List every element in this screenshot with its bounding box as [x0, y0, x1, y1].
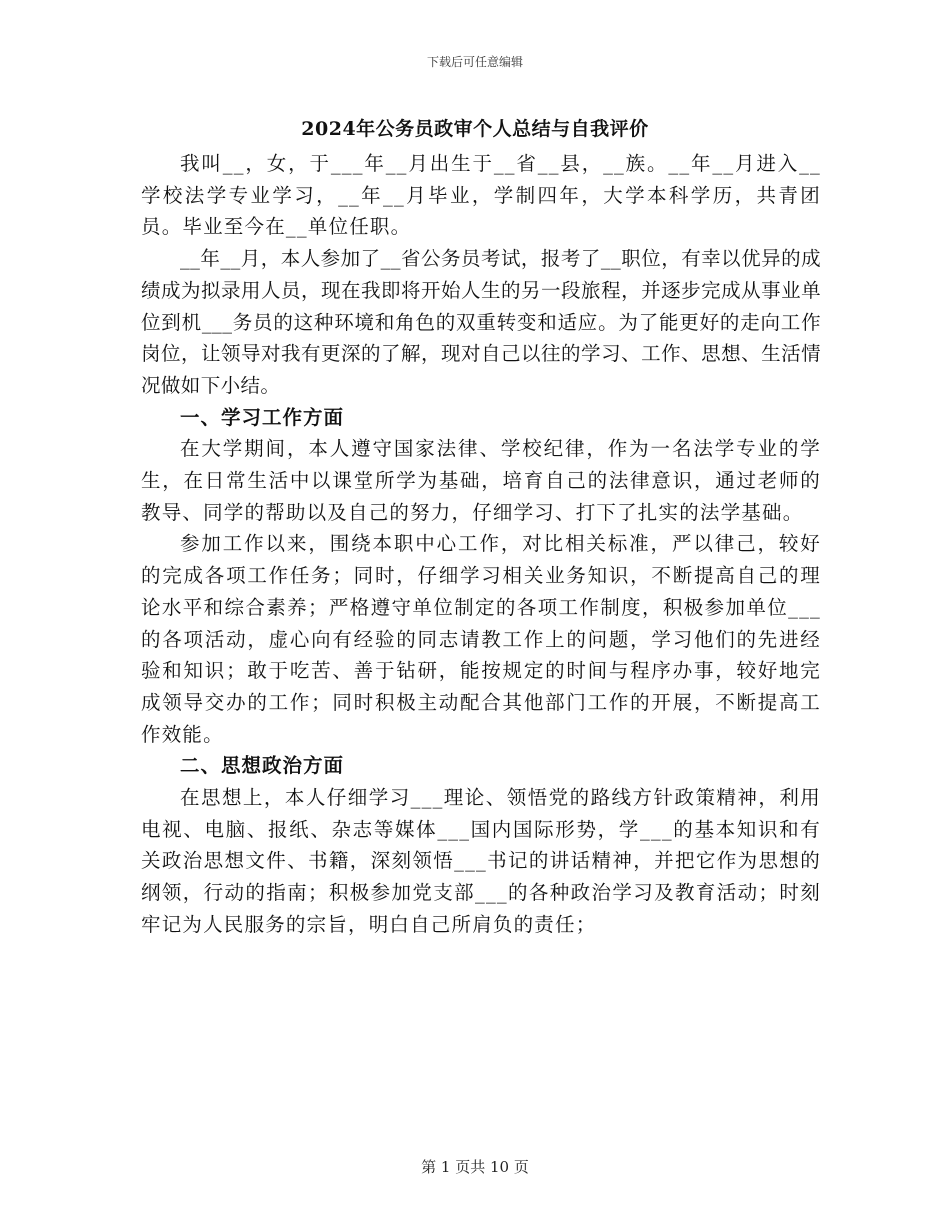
page-header-note: 下载后可任意编辑 [426, 55, 523, 69]
paragraph-exam: __年__月，本人参加了__省公务员考试，报考了__职位，有幸以优异的成绩成为拟录用人员，现在我即将开始人生的另一段旅程，并逐步完成从事业单位到机___务员的这种环境和角色的双重转变和适应。为了能更好的走向工作岗位，让领导对我有更深的了解，现对自己以往的学习、工作、思想、生活情况做如下小结。 [141, 247, 821, 397]
section-heading-study-work: 一、学习工作方面 [180, 405, 345, 429]
paragraph-personal-info: 我叫__，女，于___年__月出生于__省__县，__族。__年__月进入__学校法学专业学习，__年__月毕业，学制四年，大学本科学历，共青团员。毕业至今在__单位任职。 [141, 152, 821, 239]
document-body [141, 148, 821, 941]
document-title: 2024年公务员政审个人总结与自我评价 [301, 118, 649, 140]
paragraph-work: 参加工作以来，围绕本职中心工作，对比相关标准，严以律己，较好的完成各项工作任务；同时，仔细学习相关业务知识，不断提高自己的理论水平和综合素养；严格遵守单位制定的各项工作制度，积极参加单位___的各项活动，虚心向有经验的同志请教工作上的问题，学习他们的先进经验和知识；敢于吃苦、善于钻研，能按规定的时间与程序办事，较好地完成领导交办的工作；同时积极主动配合其他部门工作的开展，不断提高工作效能。 [141, 532, 821, 746]
section-heading-politics: 二、思想政治方面 [180, 754, 345, 778]
paragraph-university: 在大学期间，本人遵守国家法律、学校纪律，作为一名法学专业的学生，在日常生活中以课堂所学为基础，培育自己的法律意识，通过老师的教导、同学的帮助以及自己的努力，仔细学习、打下了扎实的法学基础。 [141, 437, 821, 524]
paragraph-ideology: 在思想上，本人仔细学习___理论、领悟党的路线方针政策精神，利用电视、电脑、报纸、杂志等媒体___国内国际形势，学___的基本知识和有关政治思想文件、书籍，深刻领悟___书记的讲话精神，并把它作为思想的纲领，行动的指南；积极参加党支部___的各种政治学习及教育活动；时刻牢记为人民服务的宗旨，明白自己所肩负的责任； [141, 786, 821, 936]
page-footer: 第 1 页共 10 页 [421, 1158, 529, 1176]
